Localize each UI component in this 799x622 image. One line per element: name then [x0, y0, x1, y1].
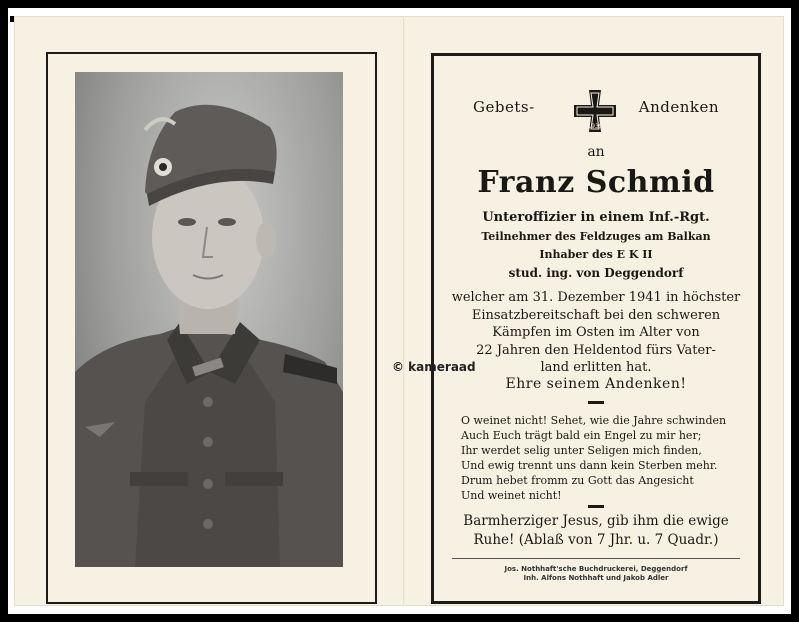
closing-line: Ruhe! (Ablaß von 7 Jhr. u. 7 Quadr.) [473, 532, 719, 548]
divider [588, 401, 604, 404]
printer-line: Inh. Alfons Nothhaft und Jakob Adler [523, 574, 669, 582]
divider [588, 505, 604, 508]
poem-line: O weinet nicht! Sehet, wie die Jahre schwinden [461, 414, 727, 427]
biography-line: Einsatzbereitschaft bei den schweren [471, 307, 721, 323]
poem-line: Ihr werdet selig unter Seligen mich finden, [461, 444, 702, 457]
biography-line: Kämpfen im Osten im Alter von [492, 325, 700, 340]
rank-line: Unteroffizier in einem Inf.-Rgt. [482, 210, 710, 225]
biography-line: 22 Jahren den Heldentod fürs Vater- [476, 342, 716, 358]
poem [431, 413, 761, 503]
biography-text [431, 289, 761, 377]
ehre-line: Ehre seinem Andenken! [505, 376, 687, 392]
printer-line: Jos. Nothhaft'sche Buchdruckerei, Deggendorf [504, 565, 688, 573]
soldier-portrait [75, 72, 343, 567]
poem-line: Drum hebet fromm zu Gott das Angesicht [461, 474, 694, 487]
closing-line: Barmherziger Jesus, gib ihm die ewige [463, 513, 729, 529]
printer-credit [431, 565, 761, 583]
poem-line: Und weinet nicht! [461, 489, 562, 502]
closing-prayer [431, 512, 761, 550]
watermark: © kameraad [392, 360, 476, 374]
biography-line: welcher am 31. Dezember 1941 in höchster [451, 290, 741, 305]
printer-divider [452, 558, 740, 559]
iron-cross-icon [572, 88, 618, 134]
an-text: an [587, 144, 605, 160]
biography-line: land erlitten hat. [540, 360, 652, 375]
header-gebets: Gebets- [473, 98, 535, 116]
card-fold [403, 16, 405, 606]
campaign-line: Teilnehmer des Feldzuges am Balkan [481, 230, 711, 243]
cross-year: 1939 [587, 123, 603, 130]
poem-line: Auch Euch trägt bald ein Engel zu mir her; [461, 429, 702, 442]
deceased-name: Franz Schmid [477, 165, 715, 200]
origin-line: stud. ing. von Deggendorf [508, 266, 684, 280]
header-andenken: Andenken [638, 98, 719, 116]
decoration-line: Inhaber des E K II [539, 248, 653, 261]
poem-line: Und ewig trennt uns dann kein Sterben mehr. [461, 459, 718, 472]
